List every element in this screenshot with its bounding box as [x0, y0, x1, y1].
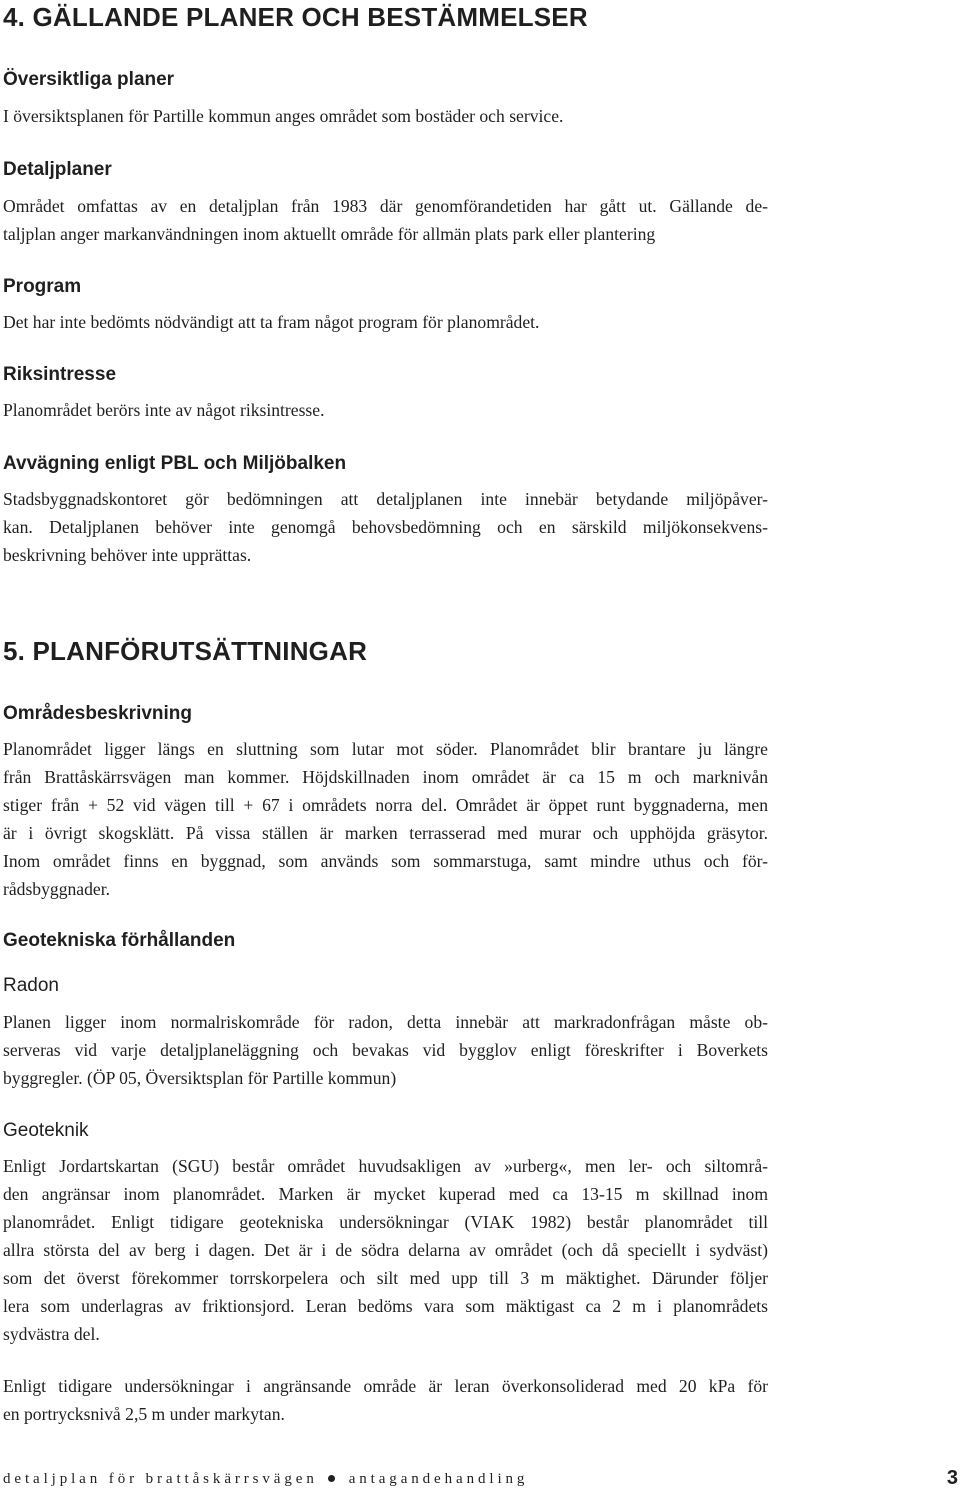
heading-avvagning: Avvägning enligt PBL och Miljöbalken — [3, 453, 347, 474]
heading-radon: Radon — [3, 975, 59, 996]
heading-geotekniska-forhallanden: Geotekniska förhållanden — [3, 930, 236, 951]
heading-geoteknik: Geoteknik — [3, 1120, 89, 1141]
heading-program: Program — [3, 276, 82, 297]
text-line: allra största del av berg i dagen. Det är i de södra delarna av området (och då speciellt i sydväst) — [3, 1240, 768, 1260]
text-line: I översiktsplanen för Partille kommun anges området som bostäder och service. — [3, 106, 564, 126]
paragraph-riksintresse — [3, 396, 768, 424]
text-line: Området omfattas av en detaljplan från 1983 där genomförandetiden har gått ut. Gällande de- — [3, 196, 768, 216]
text-line: Det har inte bedömts nödvändigt att ta fram något program för planområdet. — [3, 312, 540, 332]
footer-document-status: antagandehandling — [348, 1471, 529, 1487]
text-line: Enligt Jordartskartan (SGU) består området huvudsakligen av »urberg«, men ler- och siltområ- — [3, 1156, 768, 1176]
text-line: serveras vid varje detaljplaneläggning och bevakas vid bygglov enligt föreskrifter i Boverkets — [3, 1040, 768, 1060]
text-line: byggregler. (ÖP 05, Översiktsplan för Partille kommun) — [3, 1068, 397, 1088]
text-line: Planområdet berörs inte av något riksintresse. — [3, 400, 325, 420]
paragraph-geoteknik — [3, 1152, 768, 1348]
paragraph-omradesbeskrivning — [3, 735, 768, 903]
text-line: en portrycksnivå 2,5 m under markytan. — [3, 1404, 285, 1424]
heading-riksintresse: Riksintresse — [3, 364, 117, 385]
text-line: lera som underlagras av friktionsjord. Leran bedöms vara som mäktigast ca 2 m i planområdets — [3, 1296, 768, 1316]
text-line: sydvästra del. — [3, 1324, 100, 1344]
paragraph-program — [3, 308, 768, 336]
text-line: Inom området finns en byggnad, som används som sommarstuga, samt mindre uthus och för- — [3, 851, 768, 871]
text-line: rådsbyggnader. — [3, 879, 110, 899]
footer-document-title: detaljplan för brattåskärrsvägen — [3, 1471, 318, 1487]
text-line: stiger från + 52 vid vägen till + 67 i områdets norra del. Området är öppet runt byggnaderna, men — [3, 795, 768, 815]
heading-omradesbeskrivning: Områdesbeskrivning — [3, 703, 193, 724]
text-line: beskrivning behöver inte upprättas. — [3, 545, 252, 565]
text-line: Enligt tidigare undersökningar i angränsande område är leran överkonsoliderad med 20 kPa för — [3, 1376, 768, 1396]
text-line: Planområdet ligger längs en sluttning som lutar mot söder. Planområdet blir brantare ju längre — [3, 739, 768, 759]
text-line: som det överst förekommer torrskorpelera och silt med upp till 3 m mäktighet. Därunder följer — [3, 1268, 768, 1288]
text-line: den angränsar inom planområdet. Marken är mycket kuperad med ca 13-15 m skillnad inom — [3, 1184, 768, 1204]
section-5-heading: 5. PLANFÖRUTSÄTTNINGAR — [3, 636, 368, 666]
paragraph-oversiktliga-planer — [3, 102, 768, 130]
page-number: 3 — [946, 1467, 958, 1489]
paragraph-radon — [3, 1008, 768, 1092]
text-line: Planen ligger inom normalriskområde för radon, detta innebär att markradonfrågan måste ob- — [3, 1012, 768, 1032]
text-line: taljplan anger markanvändningen inom aktuellt område för allmän plats park eller plantering — [3, 224, 656, 244]
paragraph-detaljplaner — [3, 192, 768, 248]
footer-bullet — [328, 1475, 335, 1482]
page-footer — [3, 1467, 958, 1495]
text-line: Stadsbyggnadskontoret gör bedömningen att detaljplanen inte innebär betydande miljöpåver- — [3, 489, 768, 509]
heading-oversiktliga-planer: Översiktliga planer — [3, 69, 175, 90]
section-4-heading: 4. GÄLLANDE PLANER OCH BESTÄMMELSER — [3, 2, 588, 32]
text-line: kan. Detaljplanen behöver inte genomgå behovsbedömning och en särskild miljökonsekvens- — [3, 517, 768, 537]
text-line: är i övrigt skogsklätt. På vissa ställen är marken terrasserad med murar och upphöjda gräsytor. — [3, 823, 768, 843]
heading-detaljplaner: Detaljplaner — [3, 159, 112, 180]
text-line: från Brattåskärrsvägen man kommer. Höjdskillnaden inom området är ca 15 m och marknivån — [3, 767, 768, 787]
paragraph-geoteknik-2 — [3, 1372, 768, 1428]
text-line: planområdet. Enligt tidigare geotekniska undersökningar (VIAK 1982) består planområdet till — [3, 1212, 768, 1232]
paragraph-avvagning — [3, 485, 768, 569]
